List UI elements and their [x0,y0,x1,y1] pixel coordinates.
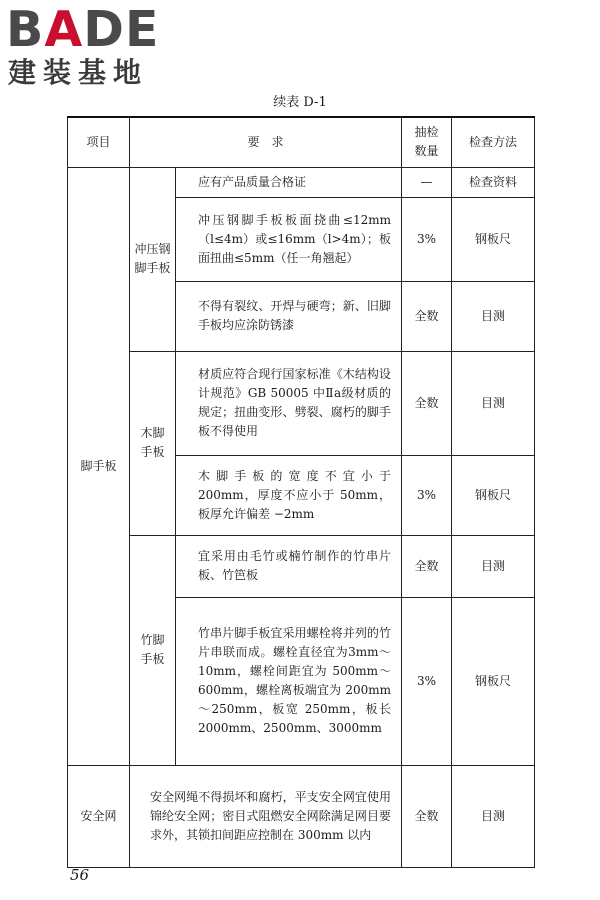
subcategory-wood-line1: 木脚 [140,426,165,440]
table-row [68,167,535,197]
header-sample-line2: 数量 [414,144,439,159]
inspection-method: 目测 [452,351,535,455]
brand-lead: B [6,1,45,58]
requirement-text: 不得有裂纹、开焊与硬弯；新、旧脚手板均应涂防锈漆 [176,281,402,351]
table-title: 续表 D-1 [273,95,327,110]
inspection-method: 目测 [452,281,535,351]
requirement-text: 冲压钢脚手板板面挠曲≤12mm（l≤4m）或≤16mm（l>4m）；板面扭曲≤5mm（任一角翘起） [176,197,402,281]
sample-count: 全数 [402,535,452,597]
table-row [68,351,535,455]
category-safety-net: 安全网 [68,765,130,867]
brand-accent: A [44,1,84,58]
page-number: 56 [70,866,90,884]
sample-count: 3% [402,597,452,765]
brand-wordmark [6,1,160,58]
subcategory-steel-line1: 冲压钢 [134,242,171,256]
sample-count: 3% [402,197,452,281]
requirement-text: 竹串片脚手板宜采用螺栓将并列的竹片串联而成。螺栓直径宜为3mm～10mm，螺栓间距宜为 500mm～600mm，螺栓离板端宜为 200mm～250mm，板宽 250mm，板长 2000mm、2500mm、3000mm [176,597,402,765]
subcategory-steel-board [130,167,176,351]
inspection-method: 检查资料 [452,167,535,197]
requirement-text: 宜采用由毛竹或楠竹制作的竹串片板、竹笆板 [176,535,402,597]
subcategory-bamboo-line2: 手板 [140,652,165,666]
table-row [68,765,535,867]
requirement-text: 木脚手板的宽度不宜小于 200mm，厚度不应小于 50mm，板厚允许偏差 −2mm [176,455,402,535]
inspection-method: 钢板尺 [452,597,535,765]
inspection-table [67,116,535,868]
sample-count: 全数 [402,351,452,455]
inspection-method: 钢板尺 [452,455,535,535]
table-row [68,535,535,597]
header-row [68,117,535,167]
sample-count: 全数 [402,281,452,351]
subcategory-wood-board [130,351,176,535]
inspection-method: 钢板尺 [452,197,535,281]
subcategory-bamboo-line1: 竹脚 [140,633,165,647]
header-item: 项目 [68,117,130,167]
sample-count: — [402,167,452,197]
requirement-text: 应有产品质量合格证 [176,167,402,197]
header-sample-count [402,117,452,167]
brand-tail: DE [83,1,160,58]
brand-logo [6,1,181,90]
requirement-text: 材质应符合现行国家标准《木结构设计规范》GB 50005 中Ⅱa级材质的规定；扭曲变形、劈裂、腐朽的脚手板不得使用 [176,351,402,455]
header-sample-line1: 抽检 [414,125,439,140]
subcategory-wood-line2: 手板 [140,445,165,459]
requirement-text: 安全网绳不得损坏和腐朽，平支安全网宜使用锦纶安全网；密目式阻燃安全网除满足网目要求外，其锁扣间距应控制在 300mm 以内 [130,765,402,867]
brand-subtitle: 建装基地 [8,56,149,89]
sample-count: 全数 [402,765,452,867]
header-requirement: 要 求 [130,117,402,167]
category-scaffold-board: 脚手板 [68,167,130,765]
subcategory-steel-line2: 脚手板 [134,261,171,275]
subcategory-bamboo-board [130,535,176,765]
inspection-method: 目测 [452,535,535,597]
inspection-method: 目测 [452,765,535,867]
header-method: 检查方法 [452,117,535,167]
sample-count: 3% [402,455,452,535]
